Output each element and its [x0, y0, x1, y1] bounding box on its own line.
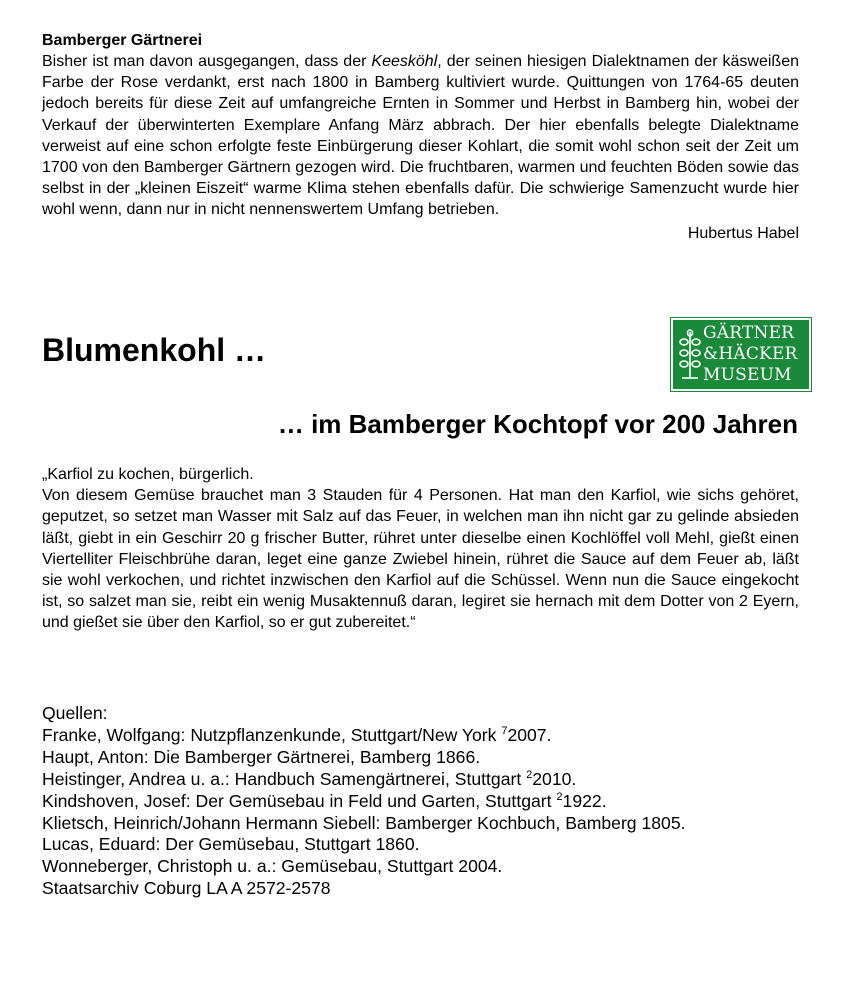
source-text: Staatsarchiv Coburg LA A 2572-2578 — [42, 878, 331, 899]
recipe-section — [42, 464, 799, 634]
logo-line-2: &HÄCKER — [703, 344, 798, 364]
intro-text-rest: , der seinen hiesigen Dialektnamen der käsweißen Farbe der Rose verdankt, erst nach 1800 in Bamberg kultiviert wurde. Quittungen von 1764-65 deuten jedoch bereits für diese Zeit auf umfangreiche Ernten in Sommer und Herbst in Bamberg hin, wobei der Verkauf der überwinterten Exemplare Anfang März abbrach. Der hier ebenfalls belegte Dialektname verweist auf eine schon erfolgte feste Einbürgerung dieser Kohlart, die somit wohl schon seit der Zeit um 1700 von den Bamberger Gärtnern gezogen wird. Die fruchtbaren, warmen und feuchten Böden sowie das selbst in der „kleinen Eiszeit“ warme Klima stehen ebenfalls dafür. Die schwierige Samenzucht wurde hier wohl wenn, dann nur in nicht nennenswertem Umfang betrieben. — [42, 53, 799, 219]
logo-line-1: GÄRTNER — [703, 323, 795, 343]
top-section — [42, 30, 799, 244]
source-text: Kindshoven, Josef: Der Gemüsebau in Feld und Garten, Stuttgart — [42, 790, 557, 811]
page-subtitle: … im Bamberger Kochtopf vor 200 Jahren — [277, 409, 798, 439]
intro-text-start: Bisher ist man davon ausgegangen, dass der — [42, 53, 372, 70]
museum-logo — [671, 318, 811, 391]
source-text: Wonneberger, Christoph u. a.: Gemüsebau, Stuttgart 2004. — [42, 856, 503, 877]
source-item — [42, 878, 802, 900]
edition-number: 2 — [556, 790, 563, 803]
edition-number: 7 — [501, 724, 508, 737]
recipe-body: Von diesem Gemüse brauchet man 3 Stauden für 4 Personen. Hat man den Karfiol, wie sichs gehöret, geputzet, so setzet man Wasser mit Salz auf das Feuer, in welchen man ihn nicht gar zu gelinde absieden läßt, giebt in ein Geschirr 20 g frischer Butter, rühret unter dieselbe einen Kochlöffel voll Mehl, gießt einen Viertelliter Fleischbrühe daran, leget eine ganze Zwiebel hinein, rühret die Sauce auf dem Feuer ab, läßt sie wohl verkochen, und richtet inzwischen den Karfiol auf die Schüssel. Wenn nun die Sauce eingekocht ist, so salzet man sie, reibt ein wenig Musaktennuß daran, legiret sie hernach mit dem Dotter von 2 Eyern, und gießet sie über den Karfiol, so er gut zubereitet.“ — [42, 487, 799, 632]
source-item — [42, 813, 802, 835]
edition-number: 2 — [526, 768, 533, 781]
logo-line-3: MUSEUM — [703, 365, 792, 385]
source-item — [42, 856, 802, 878]
recipe-title: „Karfiol zu kochen, bürgerlich. — [42, 466, 254, 483]
section-heading: Bamberger Gärtnerei — [42, 32, 203, 49]
intro-paragraph — [42, 51, 799, 221]
page-title: Blumenkohl … — [42, 332, 267, 368]
source-text: Klietsch, Heinrich/Johann Hermann Siebell: Bamberger Kochbuch, Bamberg 1805. — [42, 812, 686, 833]
source-text: Heistinger, Andrea u. a.: Handbuch Samengärtnerei, Stuttgart — [42, 768, 527, 789]
intro-italic-term: Keesköhl — [371, 53, 438, 70]
source-year: 1922. — [562, 790, 607, 811]
source-item — [42, 747, 802, 769]
source-text: Haupt, Anton: Die Bamberger Gärtnerei, Bamberg 1866. — [42, 746, 481, 767]
source-item — [42, 791, 802, 813]
source-text: Franke, Wolfgang: Nutzpflanzenkunde, Stuttgart/New York — [42, 724, 502, 745]
sources-list — [42, 703, 802, 900]
source-item — [42, 725, 802, 747]
source-year: 2010. — [532, 768, 577, 789]
sources-heading: Quellen: — [42, 703, 108, 723]
plant-emblem-icon — [679, 328, 701, 384]
source-item — [42, 769, 802, 791]
source-text: Lucas, Eduard: Der Gemüsebau, Stuttgart 1860. — [42, 834, 420, 855]
author: Hubertus Habel — [687, 224, 799, 242]
source-item — [42, 834, 802, 856]
source-year: 2007. — [507, 724, 552, 745]
